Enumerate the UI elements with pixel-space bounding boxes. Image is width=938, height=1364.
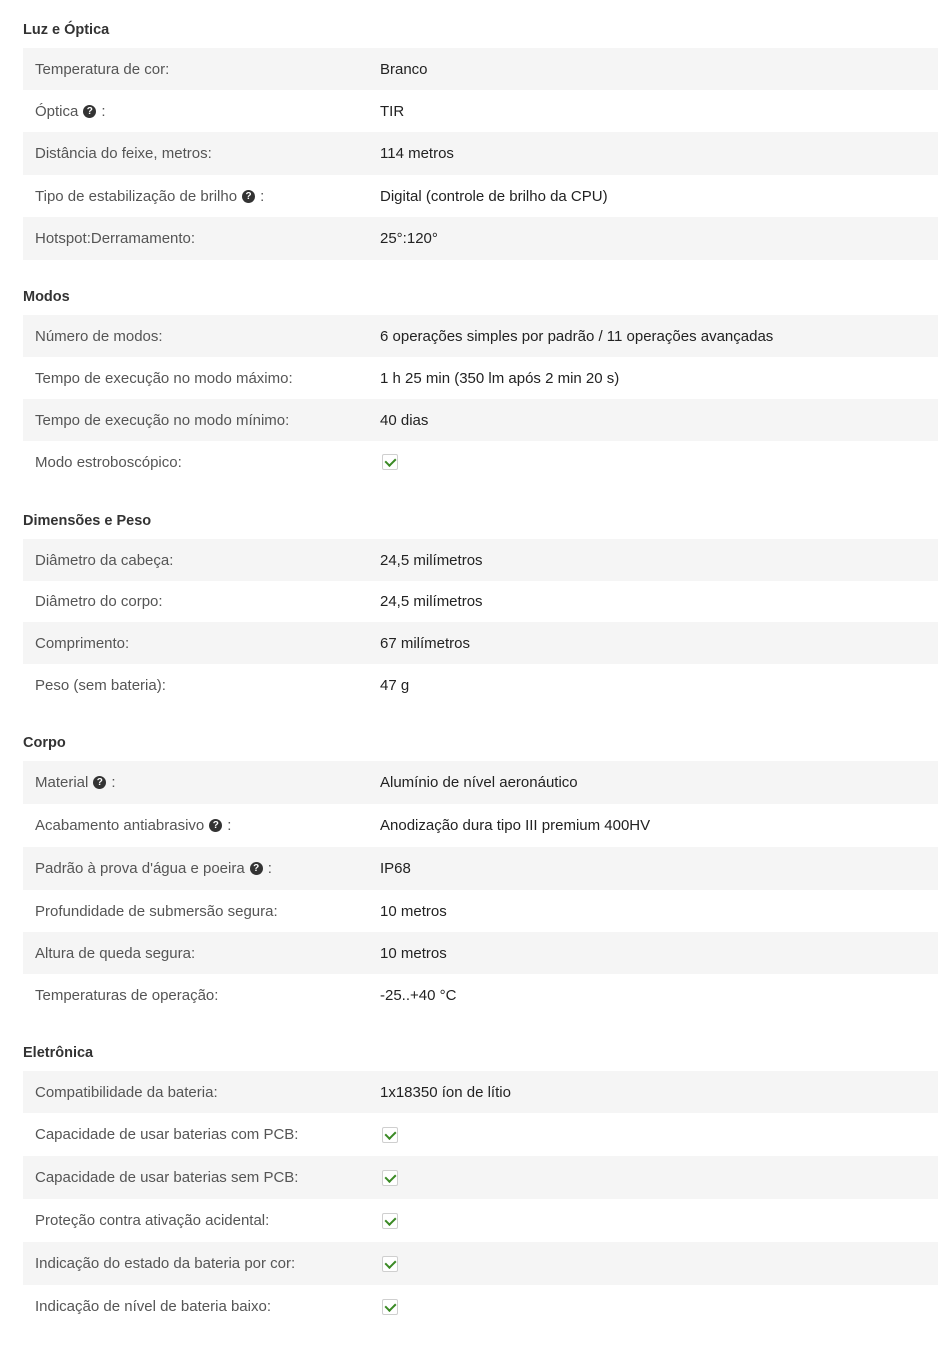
spec-row: [23, 761, 938, 804]
checkbox-checked-icon: [382, 1213, 398, 1229]
spec-row: [23, 441, 938, 483]
spec-row: [23, 357, 938, 399]
spec-label: Indicação do estado da bateria por cor:: [35, 1255, 296, 1272]
question-circle-icon[interactable]: ?: [83, 105, 96, 118]
spec-label: Profundidade de submersão segura:: [35, 902, 278, 920]
spec-label: Padrão à prova d'água e poeira ? :: [35, 860, 272, 877]
spec-label: Número de modos:: [35, 327, 163, 345]
question-circle-icon[interactable]: ?: [93, 776, 106, 789]
section-title: Dimensões e Peso: [23, 513, 152, 529]
spec-value: 47 g: [380, 676, 410, 694]
spec-table: [23, 315, 938, 483]
spec-value: [380, 452, 398, 472]
spec-table: [23, 48, 938, 260]
spec-value: 24,5 milímetros: [380, 593, 483, 610]
section-luz-e-optica: [23, 20, 938, 260]
spec-value: 1x18350 íon de lítio: [380, 1083, 511, 1101]
spec-value: 114 metros: [380, 145, 454, 162]
spec-label: Diâmetro do corpo:: [35, 593, 163, 610]
spec-label: Altura de queda segura:: [35, 944, 196, 962]
spec-label: Modo estroboscópico:: [35, 453, 182, 471]
spec-value: 25°:120°: [380, 230, 438, 247]
spec-value: 6 operações simples por padrão / 11 operações avançadas: [380, 327, 774, 345]
spec-label: Temperaturas de operação:: [35, 986, 219, 1004]
spec-value: Branco: [380, 60, 428, 78]
checkbox-checked-icon: [382, 1170, 398, 1186]
spec-row: [23, 932, 938, 974]
spec-value: [380, 1168, 398, 1188]
spec-label: Hotspot:Derramamento:: [35, 230, 196, 247]
question-circle-icon[interactable]: ?: [250, 862, 263, 875]
spec-label: Distância do feixe, metros:: [35, 145, 212, 162]
spec-row: [23, 1285, 938, 1328]
spec-value: TIR: [380, 102, 405, 120]
spec-value: IP68: [380, 860, 411, 877]
spec-value: [380, 1254, 398, 1274]
spec-table: [23, 539, 938, 706]
section-modos: [23, 287, 938, 483]
spec-value: 40 dias: [380, 411, 429, 429]
spec-row: [23, 132, 938, 175]
checkbox-checked-icon: [382, 454, 398, 470]
spec-label: Acabamento antiabrasivo ? :: [35, 817, 232, 834]
checkbox-checked-icon: [382, 1127, 398, 1143]
spec-value: -25..+40 °C: [380, 986, 457, 1004]
spec-row: [23, 539, 938, 581]
section-title: Eletrônica: [23, 1045, 94, 1061]
spec-value: [380, 1211, 398, 1231]
section-title: Modos: [23, 289, 70, 305]
spec-label: Diâmetro da cabeça:: [35, 551, 174, 569]
spec-row: [23, 90, 938, 132]
spec-label: Óptica ? :: [35, 102, 106, 120]
spec-label: Tempo de execução no modo mínimo:: [35, 411, 290, 429]
spec-row: [23, 48, 938, 90]
section-eletronica: [23, 1043, 938, 1328]
spec-row: [23, 217, 938, 260]
spec-row: [23, 622, 938, 664]
spec-label: Tipo de estabilização de brilho ? :: [35, 187, 265, 205]
spec-label: Compatibilidade da bateria:: [35, 1083, 218, 1101]
spec-table: [23, 1071, 938, 1328]
spec-row: [23, 1113, 938, 1156]
spec-row: [23, 890, 938, 932]
spec-row: [23, 804, 938, 847]
section-title: Corpo: [23, 735, 66, 751]
spec-row: [23, 399, 938, 441]
spec-value: [380, 1297, 398, 1317]
checkbox-checked-icon: [382, 1256, 398, 1272]
question-circle-icon[interactable]: ?: [242, 190, 255, 203]
spec-value: [380, 1125, 398, 1145]
spec-row: [23, 664, 938, 706]
section-corpo: [23, 733, 938, 1016]
spec-label: Tempo de execução no modo máximo:: [35, 369, 293, 387]
spec-row: [23, 315, 938, 357]
spec-value: 10 metros: [380, 902, 447, 920]
spec-row: [23, 581, 938, 622]
spec-row: [23, 175, 938, 217]
spec-label: Capacidade de usar baterias sem PCB:: [35, 1169, 299, 1186]
spec-value: Anodização dura tipo III premium 400HV: [380, 817, 651, 834]
spec-row: [23, 974, 938, 1016]
spec-label: Proteção contra ativação acidental:: [35, 1212, 270, 1229]
spec-label: Capacidade de usar baterias com PCB:: [35, 1126, 299, 1143]
spec-row: [23, 1242, 938, 1285]
spec-label: Comprimento:: [35, 634, 130, 652]
spec-row: [23, 847, 938, 890]
spec-label: Indicação de nível de bateria baixo:: [35, 1298, 271, 1315]
spec-label: Temperatura de cor:: [35, 60, 170, 78]
spec-value: 1 h 25 min (350 lm após 2 min 20 s): [380, 369, 620, 387]
spec-value: 24,5 milímetros: [380, 551, 483, 569]
checkbox-checked-icon: [382, 1299, 398, 1315]
spec-value: Alumínio de nível aeronáutico: [380, 774, 578, 791]
spec-row: [23, 1199, 938, 1242]
section-dimensoes-e-peso: [23, 511, 938, 706]
spec-value: Digital (controle de brilho da CPU): [380, 187, 608, 205]
spec-row: [23, 1071, 938, 1113]
question-circle-icon[interactable]: ?: [209, 819, 222, 832]
spec-row: [23, 1156, 938, 1199]
spec-value: 10 metros: [380, 944, 447, 962]
spec-value: 67 milímetros: [380, 634, 471, 652]
spec-label: Peso (sem bateria):: [35, 676, 166, 694]
section-title: Luz e Óptica: [23, 22, 110, 38]
spec-table: [23, 761, 938, 1016]
spec-label: Material ? :: [35, 774, 116, 791]
